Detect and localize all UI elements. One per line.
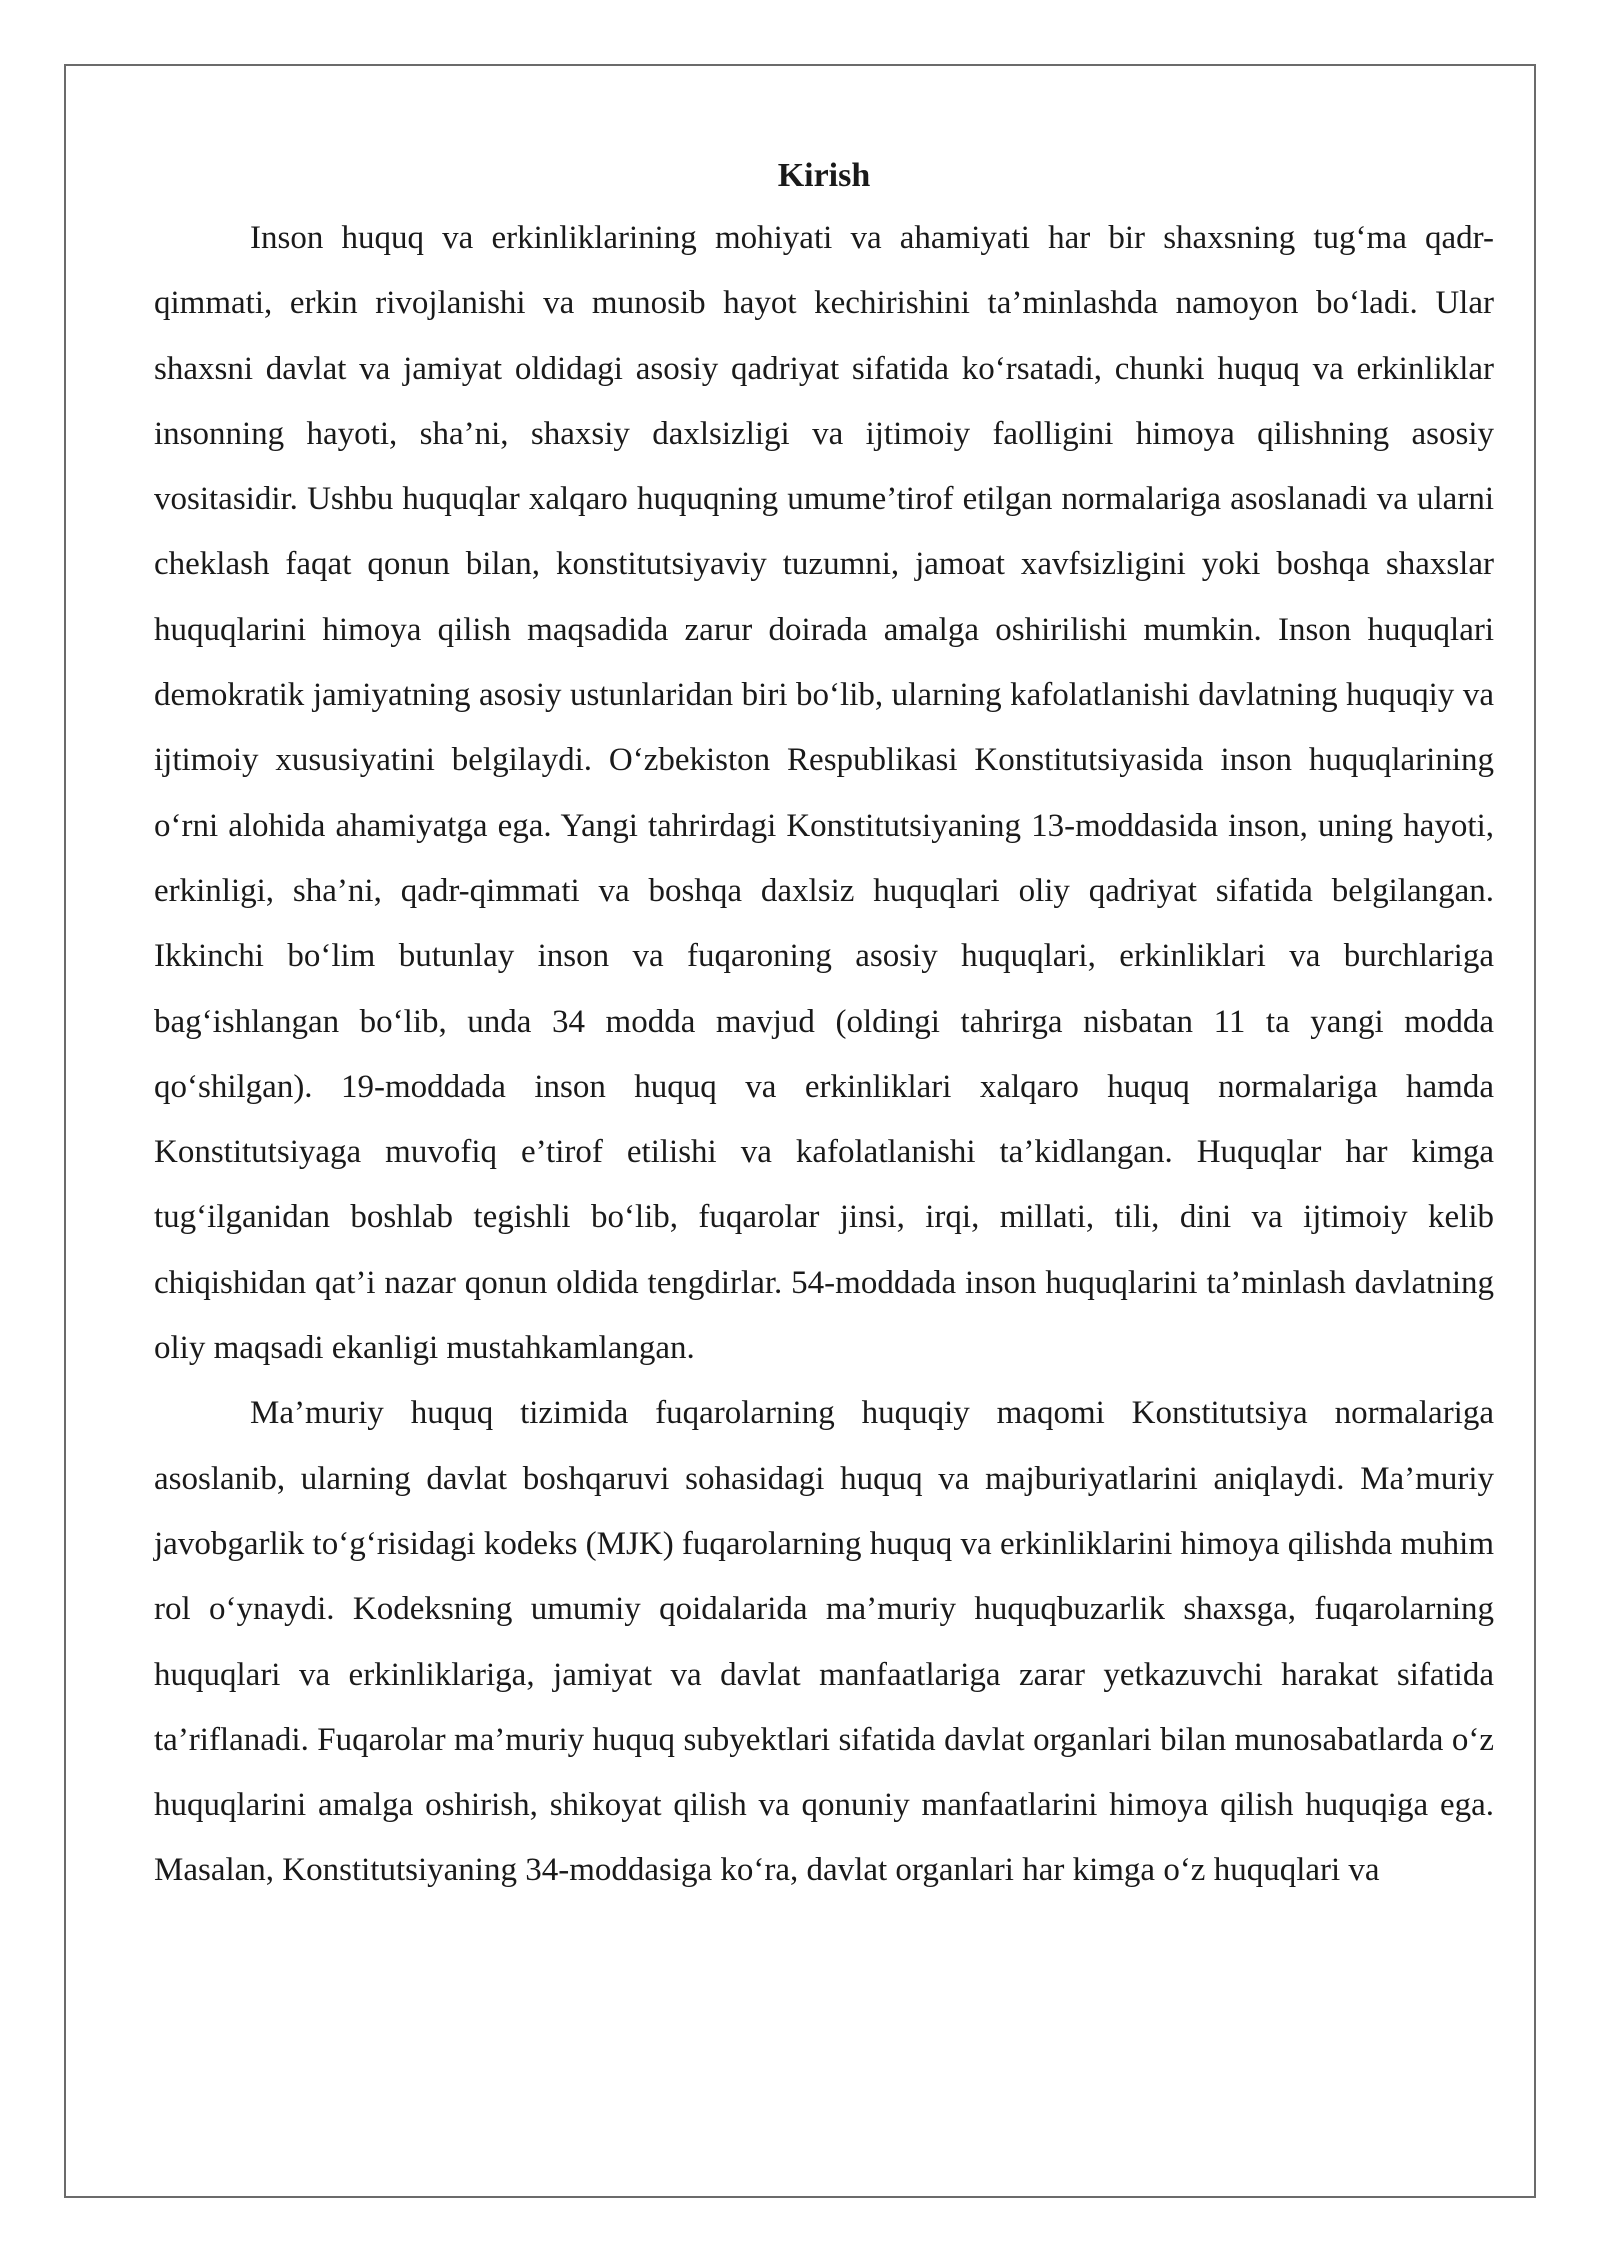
document-body [154, 146, 1494, 1904]
paragraph-intro: Inson huquq va erkinliklarining mohiyati va ahamiyati har bir shaxsning tug‘ma qadr-qimmati, erkin rivojlanishi va munosib hayot kechirishini ta’minlashda namoyon bo‘ladi. Ular shaxsni davlat va jamiyat oldidagi asosiy qadriyat sifatida ko‘rsatadi, chunki huquq va erkinliklar insonning hayoti, sha’ni, shaxsiy daxlsizligi va ijtimoiy faolligini himoya qilishning asosiy vositasidir. Ushbu huquqlar xalqaro huquqning umume’tirof etilgan normalariga asoslanadi va ularni cheklash faqat qonun bilan, konstitutsiyaviy tuzumni, jamoat xavfsizligini yoki boshqa shaxslar huquqlarini himoya qilish maqsadida zarur doirada amalga oshirilishi mumkin. Inson huquqlari demokratik jamiyatning asosiy ustunlaridan biri bo‘lib, ularning kafolatlanishi davlatning huquqiy va ijtimoiy xususiyatini belgilaydi. O‘zbekiston Respublikasi Konstitutsiyasida inson huquqlarining o‘rni alohida ahamiyatga ega. Yangi tahrirdagi Konstitutsiyaning 13-moddasida inson, uning hayoti, erkinligi, sha’ni, qadr-qimmati va boshqa daxlsiz huquqlari oliy qadriyat sifatida belgilangan. Ikkinchi bo‘lim butunlay inson va fuqaroning asosiy huquqlari, erkinliklari va burchlariga bag‘ishlangan bo‘lib, unda 34 modda mavjud (oldingi tahrirga nisbatan 11 ta yangi modda qo‘shilgan). 19-moddada inson huquq va erkinliklari xalqaro huquq normalariga hamda Konstitutsiyaga muvofiq e’tirof etilishi va kafolatlanishi ta’kidlangan. Huquqlar har kimga tug‘ilganidan boshlab tegishli bo‘lib, fuqarolar jinsi, irqi, millati, tili, dini va ijtimoiy kelib chiqishidan qat’i nazar qonun oldida tengdirlar. 54-moddada inson huquqlarini ta’minlash davlatning oliy maqsadi ekanligi mustahkamlangan. [154, 220, 1494, 1367]
section-heading: Kirish [777, 157, 871, 194]
paragraph-administrative-law: Ma’muriy huquq tizimida fuqarolarning huquqiy maqomi Konstitutsiya normalariga asoslanib, ularning davlat boshqaruvi sohasidagi huquq va majburiyatlarini aniqlaydi. Ma’muriy javobgarlik to‘g‘risidagi kodeks (MJK) fuqarolarning huquq va erkinliklarini himoya qilishda muhim rol o‘ynaydi. Kodeksning umumiy qoidalarida ma’muriy huquqbuzarlik shaxsga, fuqarolarning huquqlari va erkinliklariga, jamiyat va davlat manfaatlariga zarar yetkazuvchi harakat sifatida ta’riflanadi. Fuqarolar ma’muriy huquq subyektlari sifatida davlat organlari bilan munosabatlarda o‘z huquqlarini amalga oshirish, shikoyat qilish va qonuniy manfaatlarini himoya qilish huquqiga ega. Masalan, Konstitutsiyaning 34-moddasiga ko‘ra, davlat organlari har kimga o‘z huquqlari va [154, 1395, 1494, 1889]
